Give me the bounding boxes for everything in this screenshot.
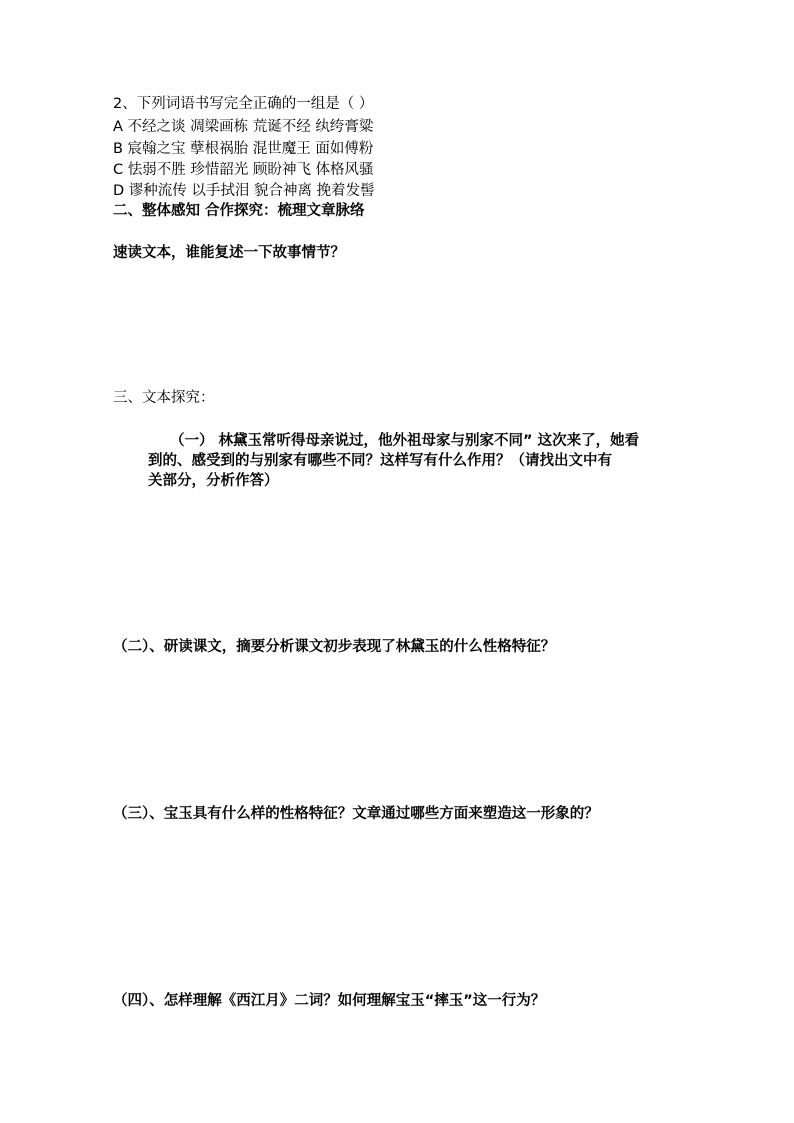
question-2-stem: 2、下列词语书写完全正确的一组是（ ） <box>113 96 374 112</box>
question-2-option-d: D 谬种流传 以手拭泪 貌合神离 挽着发髻 <box>113 183 375 199</box>
question-1-line-3: 关部分，分析作答） <box>148 473 279 489</box>
section-3-heading: 三、文本探究： <box>113 390 215 406</box>
section-3-question-4: （四）、怎样理解《西江月》二词？如何理解宝玉“摔玉”这一行为？ <box>113 993 546 1009</box>
question-2-option-c: C 怯弱不胜 珍惜韶光 顾盼神飞 体格风骚 <box>113 162 374 178</box>
question-2-option-b: B 宸翰之宝 孽根祸胎 混世魔王 面如傅粉 <box>113 141 374 157</box>
question-1-line-2: 到的、感受到的与别家有哪些不同？这样写有什么作用？（请找出文中有 <box>148 453 612 469</box>
section-2-heading: 二、整体感知 合作探究：梳理文章脉络 <box>113 203 365 219</box>
section-2-prompt: 速读文本，谁能复述一下故事情节？ <box>113 245 345 261</box>
question-2-option-a: A 不经之谈 凋梁画栋 荒诞不经 纨绔膏粱 <box>113 119 374 135</box>
section-3-question-3: （三）、宝玉具有什么样的性格特征？文章通过哪些方面来塑造这一形象的？ <box>113 806 599 822</box>
question-1-line-1: （一） 林黛玉常听得母亲说过，他外祖母家与别家不同” 这次来了，她看 <box>170 433 640 449</box>
section-3-question-1 <box>148 431 639 491</box>
section-3-question-2: （二）、研读课文，摘要分析课文初步表现了林黛玉的什么性格特征？ <box>113 639 556 655</box>
